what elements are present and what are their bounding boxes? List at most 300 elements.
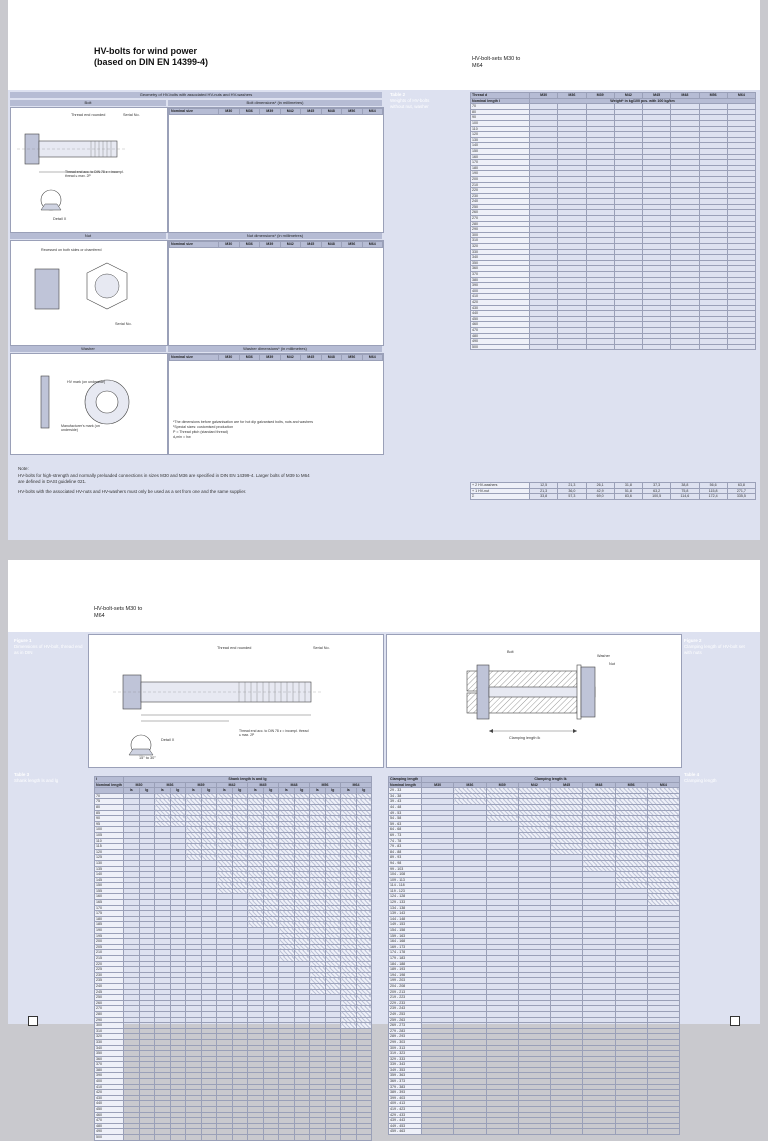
size-col: M42 [280, 109, 301, 115]
length-cell: 320 [95, 1034, 124, 1040]
size-col: M36 [239, 242, 260, 248]
fig1-angle-label: 15° to 30° [139, 756, 156, 760]
bolt-drawing [10, 107, 168, 233]
shank-cell [186, 1135, 202, 1141]
size-col: M36 [558, 93, 586, 99]
ls-col: ls [341, 788, 357, 794]
size-col: M39 [260, 355, 281, 361]
figure2-panel [384, 632, 760, 1134]
length-cell: 420 [95, 1090, 124, 1096]
length-cell: 350 [471, 260, 530, 266]
corner-marker-right [730, 1016, 740, 1026]
weight-cell [643, 344, 671, 350]
size-col: M48 [321, 109, 342, 115]
section-nut: Nut [10, 233, 166, 239]
length-cell: 500 [471, 344, 530, 350]
page1-right-title: HV-bolt-sets M30 to M64 [472, 56, 521, 69]
length-cell: 200 [471, 176, 530, 182]
nut-dims-table [169, 241, 383, 248]
length-cell: 165 [95, 900, 124, 906]
size-col: M39 [260, 242, 281, 248]
clamp-range-cell: 149 - 153 [389, 922, 422, 928]
weight-cell [530, 344, 558, 350]
shank-size-col: M64 [341, 782, 372, 788]
sum-label: + 1 HV-nut [471, 488, 530, 494]
shank-cell [341, 1135, 357, 1141]
bolt-serial-label: Serial No. [123, 113, 140, 117]
shank-size-col: M39 [186, 782, 217, 788]
length-cell: 70 [471, 104, 530, 110]
fig2-nut-label: Nut [609, 662, 615, 666]
clamp-range-cell: 409 - 413 [389, 1101, 422, 1107]
geometry-panel [8, 90, 384, 540]
length-cell: 390 [95, 1073, 124, 1079]
clamp-range-cell: 134 - 138 [389, 905, 422, 911]
clamp-range-cell: 249 - 253 [389, 1011, 422, 1017]
shank-cell [155, 1135, 171, 1141]
washer-drawing [10, 353, 168, 455]
clamp-range-cell: 114 - 118 [389, 883, 422, 889]
size-col: M45 [301, 242, 322, 248]
clamp-range-cell: 269 - 273 [389, 1023, 422, 1029]
length-cell: 215 [95, 956, 124, 962]
length-cell: 120 [95, 849, 124, 855]
clamp-range-cell: 194 - 198 [389, 972, 422, 978]
clamp-range-cell: 174 - 178 [389, 950, 422, 956]
clamp-cell [454, 1129, 486, 1135]
length-cell: 480 [95, 1123, 124, 1129]
clamp-range-cell: 199 - 203 [389, 978, 422, 984]
clamp-range-cell: 419 - 423 [389, 1107, 422, 1113]
clamp-range-cell: 379 - 383 [389, 1084, 422, 1090]
clamp-range-cell: 399 - 403 [389, 1095, 422, 1101]
clamp-range-cell: 179 - 183 [389, 956, 422, 962]
length-cell: 370 [471, 272, 530, 278]
length-cell: 230 [471, 193, 530, 199]
clamp-range-cell: 84 - 88 [389, 849, 422, 855]
length-cell: 180 [471, 165, 530, 171]
size-col: M48 [671, 93, 699, 99]
nut-dims-heading: Nut dimensions* (in millimetres) [168, 233, 382, 239]
lg-col: lg [356, 788, 372, 794]
length-cell: 360 [95, 1056, 124, 1062]
table4-label: Table 4 Clamping length [684, 772, 717, 783]
clamp-range-cell: 74 - 78 [389, 838, 422, 844]
hv-mark-label: HV mark (on underside) [67, 380, 106, 384]
size-col: M45 [551, 782, 583, 788]
length-cell: 170 [471, 160, 530, 166]
length-cell: 225 [95, 967, 124, 973]
sum-cell: 75,8 [671, 488, 699, 494]
length-cell: 160 [95, 894, 124, 900]
size-col: M36 [239, 109, 260, 115]
footnote-2: ¹Special sizes: customised production [173, 425, 234, 429]
shank-cell [201, 1135, 217, 1141]
note-title: Note: [18, 466, 29, 471]
page-bottom-spread [8, 560, 760, 1139]
clamp-range-cell: 129 - 133 [389, 900, 422, 906]
clamp-cell [647, 1129, 679, 1135]
sum-cell: 12,5 [530, 483, 558, 489]
sum-cell: 335,5 [727, 494, 755, 500]
bolt-thread-end-label: Thread end rounded [71, 113, 106, 117]
weight-cell [614, 344, 642, 350]
length-cell: 290 [95, 1017, 124, 1023]
clamp-range-cell: 319 - 323 [389, 1051, 422, 1057]
lg-col: lg [232, 788, 248, 794]
figure2-label: Figure 2 Clamping length of HV-bolt set with nuts [684, 638, 745, 655]
sum-cell: 100,5 [643, 494, 671, 500]
shank-cell [232, 1135, 248, 1141]
length-cell: 190 [95, 928, 124, 934]
weights-row [471, 344, 756, 350]
length-cell: 180 [95, 916, 124, 922]
fig1-serial-label: Serial No. [313, 646, 330, 650]
shank-heading: Shank length ls and lg [124, 777, 372, 783]
ls-col: ls [124, 788, 140, 794]
clamp-cell [422, 1129, 454, 1135]
length-cell: 460 [95, 1112, 124, 1118]
clamp-range-cell: 139 - 143 [389, 911, 422, 917]
length-cell: 390 [471, 283, 530, 289]
note-line-1: HV-bolts for high-strength and normally preloaded connections in sizes M30 and M36 are specified in DIN EN 14399-4. Larger bolts of M39 to M64 [18, 472, 310, 478]
ls-col: ls [186, 788, 202, 794]
length-cell: 480 [471, 333, 530, 339]
clamp-range-cell: 279 - 283 [389, 1028, 422, 1034]
weight-cell [558, 344, 586, 350]
length-cell: 270 [471, 216, 530, 222]
length-cell: 160 [471, 154, 530, 160]
clamp-range-cell: 184 - 188 [389, 961, 422, 967]
figure1-label: Figure 1 Dimensions of HV-bolt, thread end as in DIN [14, 638, 83, 655]
page-top-spread [8, 0, 760, 540]
length-cell: 70 [95, 793, 124, 799]
bolt-dims-size-header: Nominal size [170, 109, 219, 115]
fig1-thread-end-label: Thread end rounded [217, 646, 252, 650]
shank-nominal-length: Nominal length [96, 782, 122, 787]
shank-cell [139, 1135, 155, 1141]
length-cell: 260 [95, 1000, 124, 1006]
clamp-range-cell: 104 - 108 [389, 872, 422, 878]
length-cell: 380 [95, 1067, 124, 1073]
nut-chamfer-label: Recessed on both sides or chamfered [41, 248, 102, 252]
clamp-cell [583, 1129, 615, 1135]
length-cell: 410 [471, 294, 530, 300]
length-cell: 120 [471, 132, 530, 138]
geometry-note [18, 466, 378, 495]
length-cell: 440 [471, 311, 530, 317]
length-cell: 105 [95, 832, 124, 838]
weights-table [470, 92, 756, 350]
clamp-range-cell: 349 - 353 [389, 1067, 422, 1073]
clamp-range-cell: 459 - 463 [389, 1129, 422, 1135]
shank-size-col: M48 [279, 782, 310, 788]
footnote-4: d₁min = hw [173, 435, 191, 439]
sum-label: Σ [471, 494, 530, 500]
length-cell: 100 [471, 120, 530, 126]
shank-row [95, 1135, 372, 1141]
page1-title: HV-bolts for wind power (based on DIN EN 14399-4) [94, 46, 209, 67]
weight-cell [699, 344, 727, 350]
size-col: M64 [727, 93, 755, 99]
sum-cell: 115,8 [699, 488, 727, 494]
shank-cell [170, 1135, 186, 1141]
size-col: M39 [586, 93, 614, 99]
size-col: M45 [643, 93, 671, 99]
clamp-range-cell: 339 - 343 [389, 1062, 422, 1068]
washer-dims-table [169, 354, 383, 361]
lg-col: lg [325, 788, 341, 794]
thread-d-label: Thread d [471, 93, 530, 99]
size-col: M42 [614, 93, 642, 99]
size-col: M56 [342, 109, 363, 115]
weight-heading: Weight* in kg/100 pcs. with 100 kg/km [530, 98, 756, 104]
nominal-length-label: Nominal length l [471, 98, 530, 104]
length-cell: 260 [471, 210, 530, 216]
sum-cell: 57,3 [558, 494, 586, 500]
note-line-3: HV-bolts with the associated HV-nuts and HV-washers must only be used as a set from one and the same supplier. [18, 488, 247, 494]
length-cell: 360 [471, 266, 530, 272]
sum-cell: 38,8 [671, 483, 699, 489]
clamp-range-cell: 34 - 38 [389, 793, 422, 799]
length-cell: 250 [95, 995, 124, 1001]
clamp-range-cell: 169 - 173 [389, 944, 422, 950]
clamp-range-cell: 44 - 48 [389, 804, 422, 810]
size-col: M30 [530, 93, 558, 99]
sum-cell: 63,8 [727, 483, 755, 489]
clamp-length-header: Clamping length [389, 777, 422, 783]
clamp-range-cell: 299 - 303 [389, 1039, 422, 1045]
section-bolt: Bolt [10, 100, 166, 106]
length-cell: 340 [471, 255, 530, 261]
clamp-range-cell: 159 - 163 [389, 933, 422, 939]
manufacturer-mark-label: Manufacturer's mark (on underside) [61, 424, 100, 433]
shank-cell [124, 1135, 140, 1141]
sum-cell: 26,1 [586, 483, 614, 489]
sum-row [471, 494, 756, 500]
clamp-heading: Clamping length lk [422, 777, 680, 783]
ls-col: ls [155, 788, 171, 794]
clamp-range-cell: 369 - 373 [389, 1079, 422, 1085]
clamp-range-cell: 39 - 43 [389, 799, 422, 805]
clamp-cell [486, 1129, 518, 1135]
nut-drawing [10, 240, 168, 346]
size-col: M42 [280, 355, 301, 361]
clamp-range-cell: 124 - 128 [389, 894, 422, 900]
sum-cell: 69,0 [586, 494, 614, 500]
clamp-range-cell: 204 - 208 [389, 983, 422, 989]
fig2-washer-label: Washer [597, 654, 610, 658]
clamp-range-cell: 389 - 393 [389, 1090, 422, 1096]
length-cell: 220 [95, 961, 124, 967]
clamp-range-cell: 289 - 293 [389, 1034, 422, 1040]
length-cell: 205 [95, 944, 124, 950]
shank-cell [248, 1135, 264, 1141]
fig2-bolt-label: Bolt [507, 650, 514, 654]
sum-cell: 63,2 [643, 488, 671, 494]
clamp-range-cell: 189 - 193 [389, 967, 422, 973]
size-col: M30 [219, 355, 240, 361]
size-col: M42 [280, 242, 301, 248]
weight-cell [671, 344, 699, 350]
length-cell: 190 [471, 171, 530, 177]
nut-dims-table-area [168, 240, 384, 346]
clamp-range-cell: 99 - 103 [389, 866, 422, 872]
length-cell: 200 [95, 939, 124, 945]
length-cell: 440 [95, 1101, 124, 1107]
nut-diagram [11, 241, 167, 345]
length-cell: 75 [95, 799, 124, 805]
fig1-detail-x-label: Detail X [161, 738, 175, 742]
corner-marker-left [28, 1016, 38, 1026]
sum-cell: 114,6 [671, 494, 699, 500]
shank-size-col: M42 [217, 782, 248, 788]
length-cell: 300 [471, 232, 530, 238]
sum-cell: 21,3 [558, 483, 586, 489]
table2-label: Table 2 Weights of HV-bolts without nut, washer [390, 92, 430, 109]
length-cell: 145 [95, 877, 124, 883]
sum-label: + 2 HV-washers [471, 483, 530, 489]
length-cell: 90 [95, 816, 124, 822]
length-cell: 270 [95, 1006, 124, 1012]
sum-cell: 51,8 [614, 488, 642, 494]
clamp-range-cell: 64 - 68 [389, 827, 422, 833]
length-cell: 130 [95, 860, 124, 866]
clamping-diagram [387, 635, 681, 767]
table3-label: Table 3 Shank length ls and lg [14, 772, 59, 783]
size-col: M64 [362, 242, 383, 248]
length-cell: 340 [95, 1045, 124, 1051]
length-cell: 130 [471, 137, 530, 143]
washer-diagram [11, 354, 167, 454]
size-col: M30 [219, 242, 240, 248]
shank-size-col: M45 [248, 782, 279, 788]
lg-col: lg [139, 788, 155, 794]
clamp-range-cell: 164 - 168 [389, 939, 422, 945]
length-cell: 115 [95, 844, 124, 850]
sum-cell: 21,3 [530, 488, 558, 494]
figure1-panel [8, 632, 384, 1139]
clamp-range-cell: 439 - 443 [389, 1118, 422, 1124]
clamp-range-cell: 59 - 63 [389, 821, 422, 827]
shank-cell [217, 1135, 233, 1141]
length-cell: 490 [471, 339, 530, 345]
nut-dims-header-row [170, 242, 383, 248]
sum-cell: 172,4 [699, 494, 727, 500]
bolt-dims-heading: Bolt dimensions* (in millimetres) [168, 100, 382, 106]
size-col: M64 [362, 355, 383, 361]
page2-title: HV-bolt-sets M30 to M64 [94, 606, 143, 619]
length-cell: 90 [471, 115, 530, 121]
footnote-1: *The dimensions before galvanisation are for hot dip galvanised bolts, nuts and washers [173, 420, 314, 424]
size-col: M30 [219, 109, 240, 115]
clamp-range-cell: 144 - 148 [389, 916, 422, 922]
clamp-range-cell: 154 - 158 [389, 928, 422, 934]
clamp-range-cell: 69 - 73 [389, 832, 422, 838]
clamp-range-cell: 109 - 113 [389, 877, 422, 883]
washer-dims-heading: Washer dimensions* (in millimetres) [168, 346, 382, 352]
size-col: M64 [362, 109, 383, 115]
length-cell: 490 [95, 1129, 124, 1135]
bolt-dims-header-row [170, 109, 383, 115]
sum-cell: 31,8 [614, 483, 642, 489]
clamp-range-cell: 329 - 333 [389, 1056, 422, 1062]
detail-x-label: Detail X [53, 217, 67, 221]
length-cell: 125 [95, 855, 124, 861]
figure1-drawing [88, 634, 384, 768]
clamp-row [389, 1129, 680, 1135]
size-col: M48 [321, 242, 342, 248]
washer-dims-size-header: Nominal size [170, 355, 219, 361]
weight-cell [727, 344, 755, 350]
size-col: M39 [486, 782, 518, 788]
length-cell: 400 [95, 1079, 124, 1085]
ls-col: ls [217, 788, 233, 794]
length-cell: 280 [471, 221, 530, 227]
length-cell: 170 [95, 905, 124, 911]
length-cell: 460 [471, 322, 530, 328]
length-cell: 450 [471, 316, 530, 322]
sum-cell: 37,3 [643, 483, 671, 489]
clamp-range-cell: 259 - 263 [389, 1017, 422, 1023]
lg-col: lg [263, 788, 279, 794]
shank-length-table [94, 776, 372, 1141]
length-cell: 85 [95, 810, 124, 816]
shank-cell [294, 1135, 310, 1141]
length-cell: 320 [471, 244, 530, 250]
length-cell: 150 [471, 148, 530, 154]
ls-col: ls [279, 788, 295, 794]
clamp-range-cell: 209 - 213 [389, 989, 422, 995]
clamp-range-cell: 219 - 223 [389, 995, 422, 1001]
bolt-dims-table [169, 108, 383, 115]
size-col: M30 [422, 782, 454, 788]
size-col: M64 [647, 782, 679, 788]
length-cell: 235 [95, 978, 124, 984]
size-col: M36 [239, 355, 260, 361]
nut-serial-label: Serial No. [115, 322, 132, 326]
size-col: M56 [342, 355, 363, 361]
clamp-nominal-length-label: Nominal length [389, 782, 422, 788]
shank-cell [325, 1135, 341, 1141]
length-cell: 330 [95, 1039, 124, 1045]
geometry-heading: Geometry of HV-bolts with associated HV-nuts and HV-washers [10, 92, 382, 98]
shank-cell [310, 1135, 326, 1141]
length-cell: 220 [471, 188, 530, 194]
sum-cell: 56,6 [699, 483, 727, 489]
clamp-range-cell: 89 - 93 [389, 855, 422, 861]
shank-size-col: M36 [155, 782, 186, 788]
weight-cell [586, 344, 614, 350]
bolt-dims-table-area [168, 107, 384, 233]
sum-cell: 33,8 [530, 494, 558, 500]
clamp-range-cell: 229 - 233 [389, 1000, 422, 1006]
clamp-range-cell: 449 - 453 [389, 1123, 422, 1129]
size-col: M45 [301, 355, 322, 361]
clamp-range-cell: 54 - 58 [389, 816, 422, 822]
length-cell: 380 [471, 277, 530, 283]
fig2-clamp-label: Clamping length lk [509, 736, 541, 740]
size-col: M45 [301, 109, 322, 115]
length-cell: 155 [95, 888, 124, 894]
length-cell: 80 [95, 804, 124, 810]
length-cell: 290 [471, 227, 530, 233]
bolt-thread-note: Thread end acc. to DIN 78 z = incompl. thread ≤ max. 2P [65, 170, 124, 179]
clamp-range-cell: 79 - 83 [389, 844, 422, 850]
length-cell: 230 [95, 972, 124, 978]
clamp-cell [551, 1129, 583, 1135]
clamp-range-cell: 119 - 123 [389, 888, 422, 894]
